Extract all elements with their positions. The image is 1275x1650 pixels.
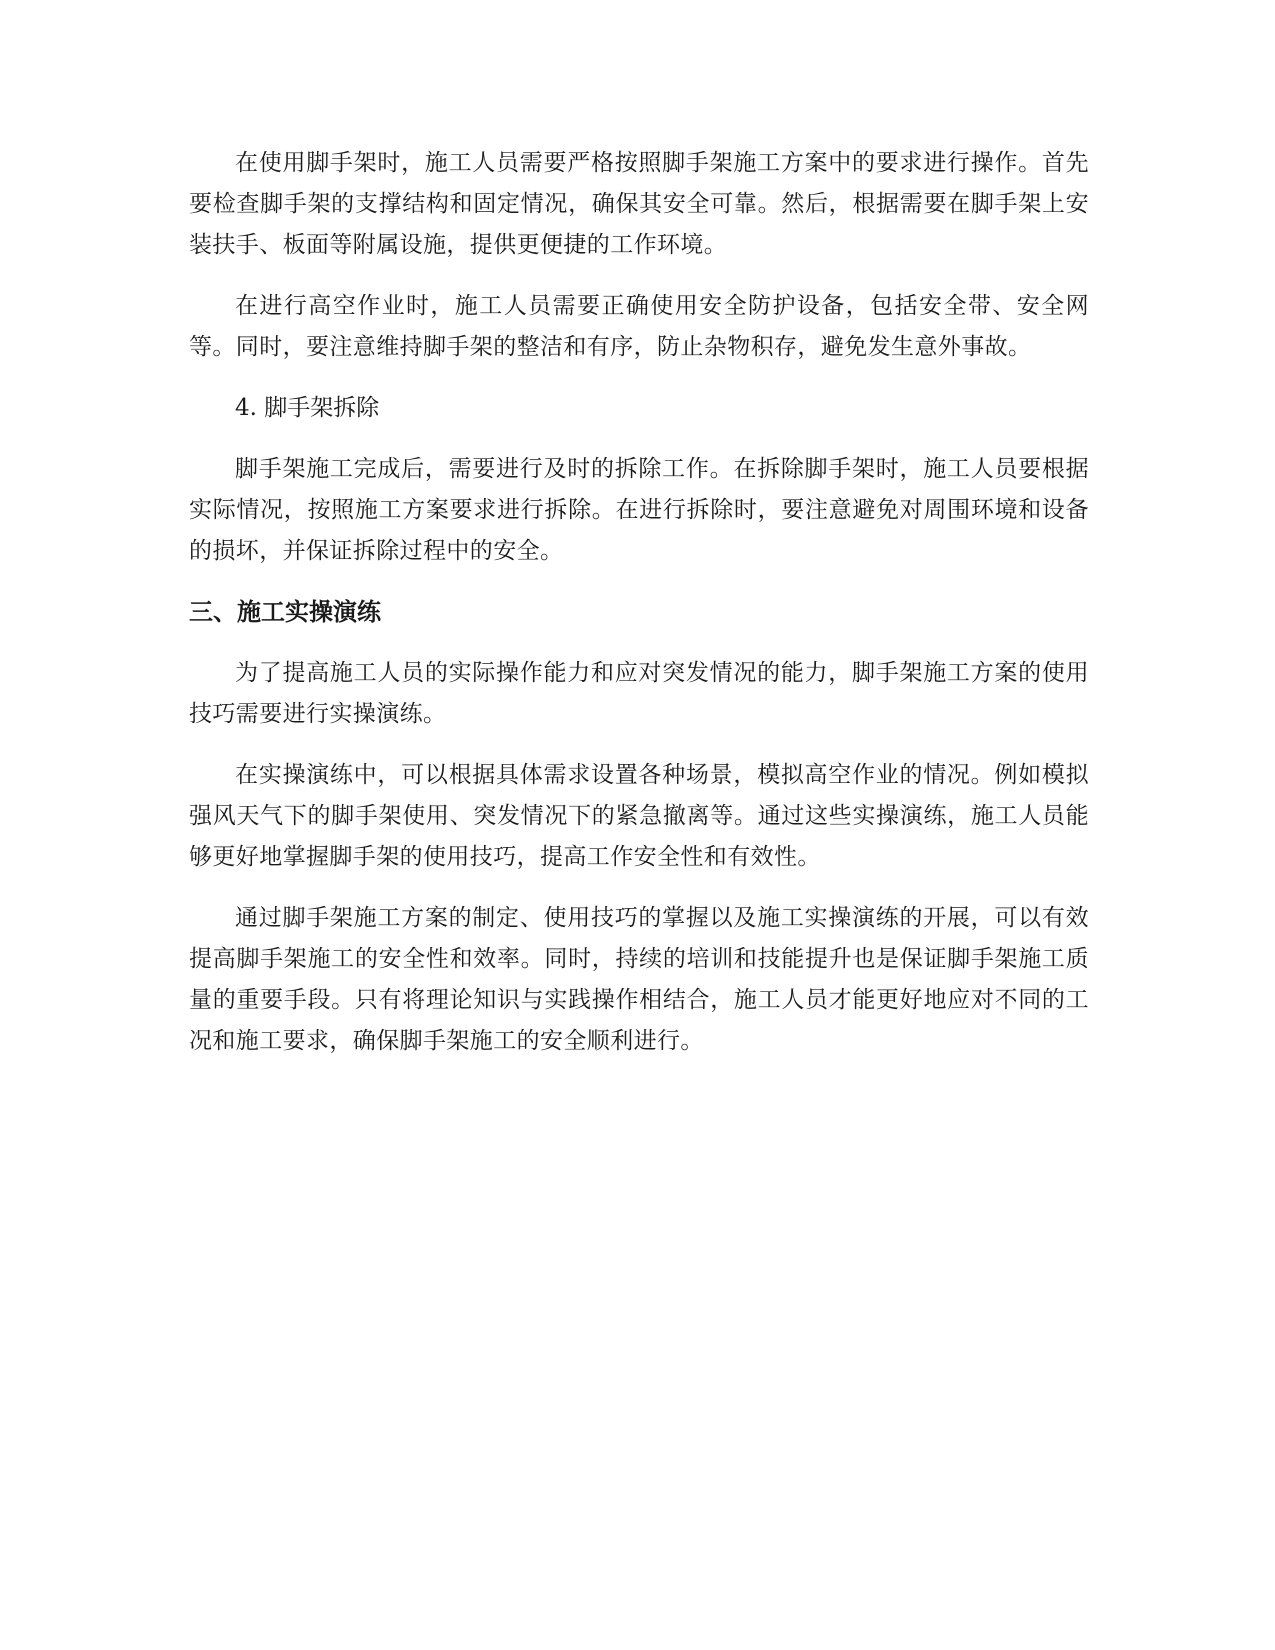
paragraph-removal-work: 脚手架施工完成后，需要进行及时的拆除工作。在拆除脚手架时，施工人员要根据实际情况，按照施工方案要求进行拆除。在进行拆除时，要注意避免对周围环境和设备的损坏，并保证拆除过程中的安全。: [189, 456, 1089, 564]
paragraph-scaffold-usage: 在使用脚手架时，施工人员需要严格按照脚手架施工方案中的要求进行操作。首先要检查脚手架的支撑结构和固定情况，确保其安全可靠。然后，根据需要在脚手架上安装扶手、板面等附属设施，提供更便捷的工作环境。: [189, 150, 1089, 258]
section-heading-practice-drill: 三、施工实操演练: [189, 598, 381, 626]
subheading-scaffold-removal: 4. 脚手架拆除: [235, 395, 380, 421]
paragraph-drill-purpose: 为了提高施工人员的实际操作能力和应对突发情况的能力，脚手架施工方案的使用技巧需要进行实操演练。: [189, 660, 1089, 727]
document-page: [189, 143, 1089, 1082]
paragraph-conclusion: 通过脚手架施工方案的制定、使用技巧的掌握以及施工实操演练的开展，可以有效提高脚手架施工的安全性和效率。同时，持续的培训和技能提升也是保证脚手架施工质量的重要手段。只有将理论知识与实践操作相结合，施工人员才能更好地应对不同的工况和施工要求，确保脚手架施工的安全顺利进行。: [189, 905, 1089, 1054]
paragraph-drill-scenarios: 在实操演练中，可以根据具体需求设置各种场景，模拟高空作业的情况。例如模拟强风天气下的脚手架使用、突发情况下的紧急撤离等。通过这些实操演练，施工人员能够更好地掌握脚手架的使用技巧，提高工作安全性和有效性。: [189, 762, 1089, 870]
paragraph-high-altitude-safety: 在进行高空作业时，施工人员需要正确使用安全防护设备，包括安全带、安全网等。同时，要注意维持脚手架的整洁和有序，防止杂物积存，避免发生意外事故。: [189, 293, 1089, 360]
